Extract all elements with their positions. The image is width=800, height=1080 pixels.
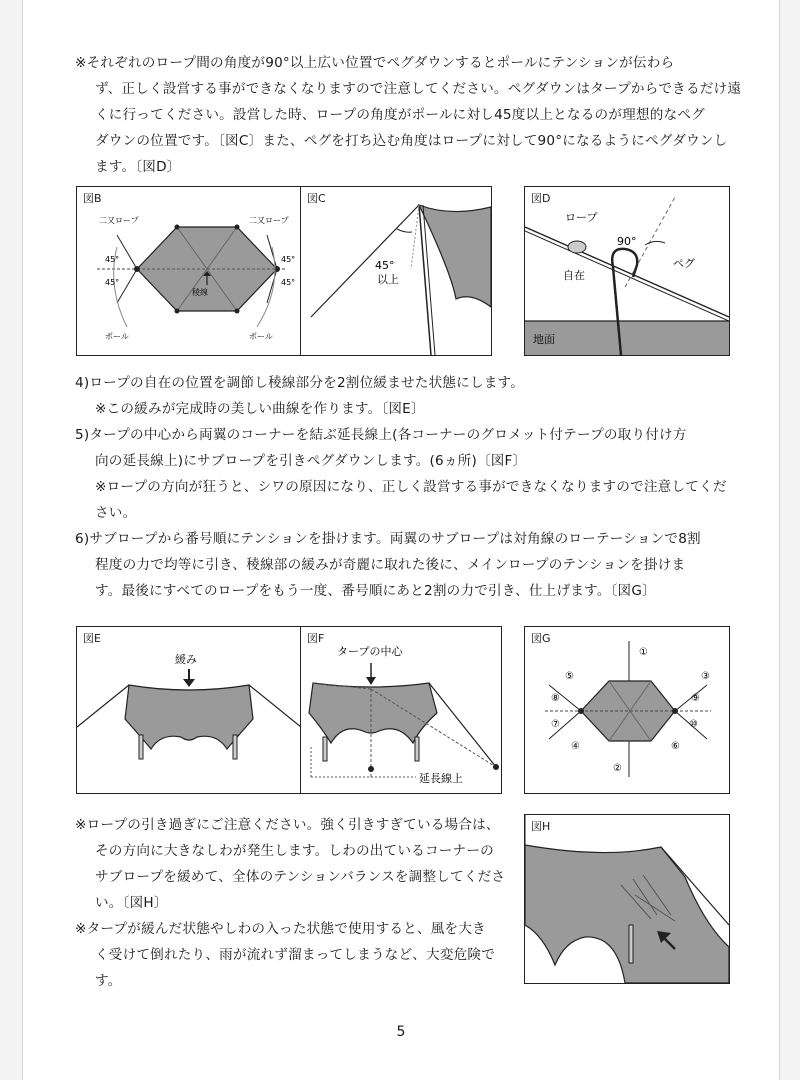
figure-c bbox=[300, 186, 492, 356]
rope-line bbox=[249, 685, 301, 727]
slack-arrow-head-icon bbox=[183, 679, 195, 687]
figure-b-label: 図B bbox=[83, 192, 102, 205]
angle-text: 45° bbox=[375, 259, 395, 272]
figure-g-diagram bbox=[525, 627, 729, 793]
angle-text: 45° bbox=[105, 255, 120, 264]
center-arrow-head-icon bbox=[366, 677, 376, 685]
extension-text: 延長線上 bbox=[419, 772, 463, 785]
manual-page bbox=[22, 0, 780, 1080]
slack-text: 緩み bbox=[175, 653, 197, 666]
pole-icon bbox=[415, 737, 419, 761]
steps-paragraph bbox=[75, 370, 755, 604]
rope-number: ⑤ bbox=[565, 671, 574, 682]
figure-e bbox=[76, 626, 302, 794]
figure-g-label: 図G bbox=[531, 632, 551, 645]
peg-dot-icon bbox=[493, 764, 499, 770]
figure-f bbox=[300, 626, 502, 794]
rope-number: ③ bbox=[701, 671, 710, 682]
angle-arc bbox=[645, 241, 665, 245]
figure-h-label: 図H bbox=[531, 820, 551, 833]
figure-f-diagram bbox=[301, 627, 501, 793]
pole-dot-icon bbox=[578, 708, 584, 714]
figure-g bbox=[524, 626, 730, 794]
figure-d-label: 図D bbox=[531, 192, 551, 205]
angle-guide bbox=[411, 205, 419, 269]
caution-line: その方向に大きなしわが発生します。しわの出ているコーナーの bbox=[95, 843, 494, 859]
figure-f-label: 図F bbox=[307, 632, 325, 645]
caution-line: サブロープを緩めて、全体のテンションバランスを調整してくださ bbox=[95, 869, 506, 885]
rope-number: ⑩ bbox=[689, 719, 698, 730]
caution-line: く受けて倒れたり、雨が流れず溜まってしまうなど、大変危険で bbox=[95, 947, 496, 963]
figure-d bbox=[524, 186, 730, 356]
angle-text: 45° bbox=[281, 255, 296, 264]
ground-area bbox=[525, 321, 729, 355]
figure-h-diagram bbox=[525, 815, 729, 983]
step-4-note: ※この緩みが完成時の美しい曲線を作ります。〔図E〕 bbox=[95, 401, 425, 417]
page-number: 5 bbox=[396, 1024, 406, 1040]
step-6-line: 程度の力で均等に引き、稜線部の緩みが奇麗に取れた後に、メインロープのテンションを掛けま bbox=[95, 557, 686, 573]
rope-line bbox=[117, 235, 137, 269]
rope-line bbox=[311, 205, 419, 317]
intro-paragraph bbox=[75, 50, 755, 180]
angle-text: 45° bbox=[105, 278, 120, 287]
pole-icon bbox=[233, 735, 237, 759]
figure-e-label: 図E bbox=[83, 632, 101, 645]
rope-number: ② bbox=[613, 763, 622, 774]
angle-arc bbox=[397, 229, 412, 232]
pole-icon bbox=[629, 925, 633, 963]
rope-line bbox=[77, 685, 129, 727]
intro-line: ダウンの位置です。〔図C〕また、ペグを打ち込む角度はロープに対して90°になるようにペグダウンし bbox=[95, 133, 728, 149]
intro-line: ます。〔図D〕 bbox=[95, 159, 181, 175]
caution-paragraph bbox=[75, 812, 515, 994]
ridge-text: 稜線 bbox=[192, 288, 208, 297]
intro-line: くに行ってください。設営した時、ロープの角度がポールに対し45度以上となるのが理想的なペグ bbox=[95, 107, 705, 123]
pole-dot-icon bbox=[672, 708, 678, 714]
jizai-text: 自在 bbox=[563, 269, 585, 282]
angle-above-text: 以上 bbox=[377, 273, 399, 286]
angle-text: 45° bbox=[281, 278, 296, 287]
pole-dot-icon bbox=[134, 266, 140, 272]
step-5-note: さい。 bbox=[95, 505, 137, 521]
corner-dot-icon bbox=[235, 309, 240, 314]
corner-dot-icon bbox=[175, 225, 180, 230]
rope-number: ⑧ bbox=[551, 693, 560, 704]
step-5-line: 向の延長線上)にサブロープを引きペグダウンします。(6ヵ所)〔図F〕 bbox=[95, 453, 527, 469]
rope-text: ロープ bbox=[565, 211, 598, 224]
caution-line: ※ロープの引き過ぎにご注意ください。強く引きすぎている場合は、 bbox=[75, 817, 500, 833]
corner-dot-icon bbox=[175, 309, 180, 314]
pole-right-text: ポール bbox=[249, 332, 273, 341]
rope-number: ⑥ bbox=[671, 741, 680, 752]
corner-dot-icon bbox=[235, 225, 240, 230]
tarp-shape bbox=[525, 845, 729, 983]
rope-number: ⑨ bbox=[691, 693, 700, 704]
intro-line: ず、正しく設営する事ができなくなりますので注意してください。ペグダウンはタープからできるだけ遠 bbox=[95, 81, 742, 97]
step-6-line: す。最後にすべてのロープをもう一度、番号順にあと2割の力で引き、仕上げます。〔図G〕 bbox=[95, 583, 656, 599]
rope-line bbox=[429, 683, 496, 767]
figure-b bbox=[76, 186, 308, 356]
ground-text: 地面 bbox=[533, 333, 555, 346]
step-5-line: 5)タープの中心から両翼のコーナーを結ぶ延長線上(各コーナーのグロメット付テープの取り付け方 bbox=[75, 427, 687, 443]
step-4-line: 4)ロープの自在の位置を調節し稜線部分を2割位緩ませた状態にします。 bbox=[75, 375, 525, 391]
rope-number: ① bbox=[639, 647, 648, 658]
peg-dot-icon bbox=[368, 766, 374, 772]
rope-left-text: 二又ロープ bbox=[99, 216, 139, 225]
figure-b-diagram bbox=[77, 187, 307, 355]
step-5-note: ※ロープの方向が狂うと、シワの原因になり、正しく設営する事ができなくなりますので注意してくだ bbox=[95, 479, 727, 495]
pole-icon bbox=[139, 735, 143, 759]
caution-line: ※タープが緩んだ状態やしわの入った状態で使用すると、風を大き bbox=[75, 921, 486, 937]
figure-e-diagram bbox=[77, 627, 301, 793]
rope-right-text: 二又ロープ bbox=[249, 216, 289, 225]
rope-number: ④ bbox=[571, 741, 580, 752]
caution-line: い。〔図H〕 bbox=[95, 895, 168, 911]
intro-line: ※それぞれのロープ間の角度が90°以上広い位置でペグダウンするとポールにテンションが伝わら bbox=[75, 55, 675, 71]
rope-line bbox=[117, 269, 137, 303]
figure-c-diagram bbox=[301, 187, 491, 355]
pole-icon bbox=[323, 737, 327, 761]
figure-c-label: 図C bbox=[307, 192, 326, 205]
tarp-shape bbox=[309, 683, 437, 743]
rope-number: ⑦ bbox=[551, 719, 560, 730]
pole-left-text: ポール bbox=[105, 332, 129, 341]
step-6-line: 6)サブロープから番号順にテンションを掛けます。両翼のサブロープは対角線のローテーションで8割 bbox=[75, 531, 701, 547]
jizai-icon bbox=[568, 241, 586, 253]
angle-text: 90° bbox=[617, 235, 637, 248]
peg-text: ペグ bbox=[673, 257, 695, 270]
center-text: タープの中心 bbox=[337, 645, 403, 658]
figure-h bbox=[524, 814, 730, 984]
figure-d-diagram bbox=[525, 187, 729, 355]
caution-line: す。 bbox=[95, 973, 122, 989]
